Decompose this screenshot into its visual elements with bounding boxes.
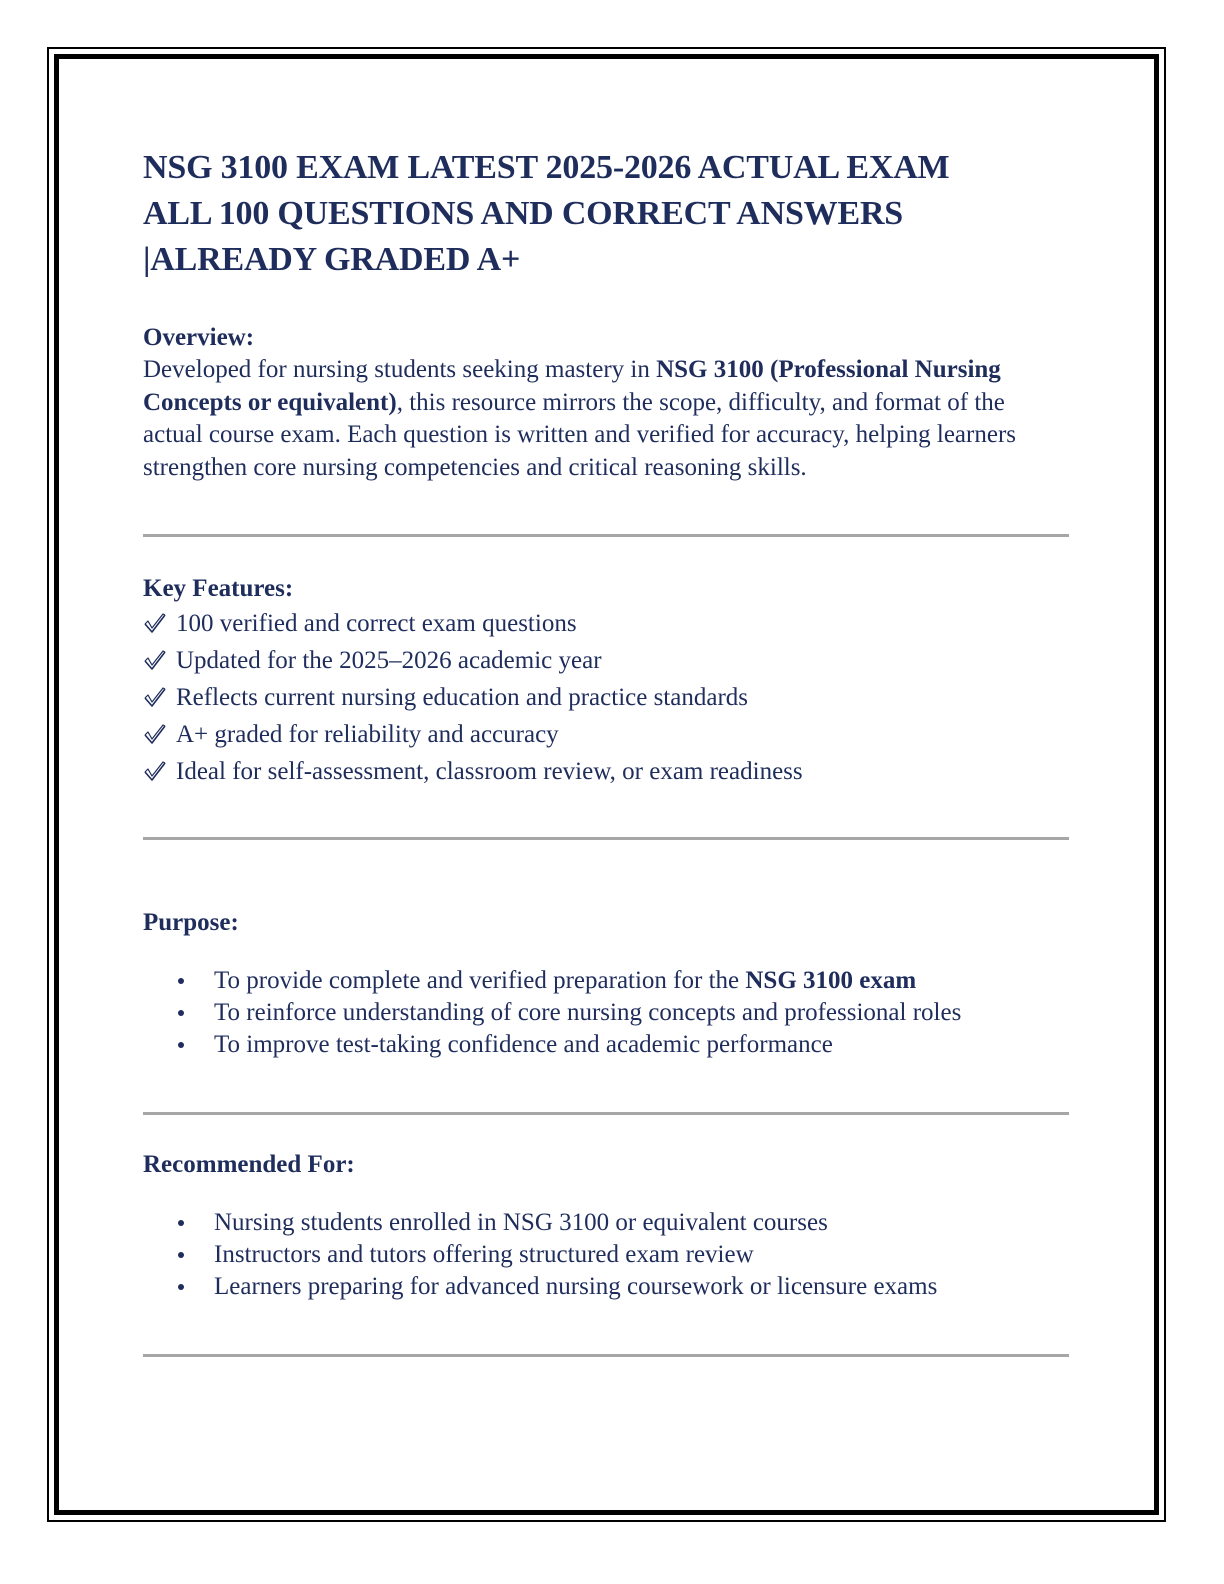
list-item xyxy=(143,642,1069,679)
key-features-section xyxy=(143,573,1069,790)
document-title xyxy=(143,145,1069,283)
purpose-text: To improve test-taking confidence and academic performance xyxy=(214,1031,833,1058)
divider xyxy=(143,837,1069,840)
list-item xyxy=(143,679,1069,716)
feature-text: Reflects current nursing education and practice standards xyxy=(176,684,748,711)
overview-heading: Overview: xyxy=(143,324,255,351)
purpose-section xyxy=(143,907,1069,1061)
key-features-list xyxy=(143,605,1069,790)
overview-section xyxy=(143,322,1069,484)
overview-course-name: NSG 3100 (Professional Nursing Concepts or equivalent) xyxy=(143,356,1001,416)
checkmark-icon xyxy=(143,723,167,747)
checkmark-icon xyxy=(143,686,167,710)
feature-text: Ideal for self-assessment, classroom review, or exam readiness xyxy=(176,758,803,785)
checkmark-icon xyxy=(143,612,167,636)
recommended-text: Learners preparing for advanced nursing coursework or licensure exams xyxy=(214,1273,938,1300)
divider xyxy=(143,1112,1069,1115)
purpose-list xyxy=(143,965,1069,1061)
feature-text: A+ graded for reliability and accuracy xyxy=(176,721,559,748)
purpose-exam-name: NSG 3100 exam xyxy=(745,967,917,994)
title-line-3: |ALREADY GRADED A+ xyxy=(143,241,521,278)
bullet-icon xyxy=(178,1220,184,1226)
list-item xyxy=(178,965,1069,997)
purpose-text xyxy=(214,965,916,997)
title-line-2: ALL 100 QUESTIONS AND CORRECT ANSWERS xyxy=(143,195,904,232)
purpose-text: To reinforce understanding of core nursing concepts and professional roles xyxy=(214,999,962,1026)
recommended-list xyxy=(143,1207,1069,1303)
list-item xyxy=(178,1239,1069,1271)
divider xyxy=(143,1354,1069,1357)
overview-text-after: , this resource mirrors the scope, difficulty, and format of the actual course exam. Each question is written and verified for accuracy, helping learners strengthen core nursing competencies and critical reasoning skills. xyxy=(143,388,1016,481)
list-item xyxy=(178,1029,1069,1061)
list-item xyxy=(178,997,1069,1029)
bullet-icon xyxy=(178,978,184,984)
list-item xyxy=(178,1207,1069,1239)
bullet-icon xyxy=(178,1010,184,1016)
overview-text-before: Developed for nursing students seeking mastery in xyxy=(143,356,657,383)
title-line-1: NSG 3100 EXAM LATEST 2025-2026 ACTUAL EXAM xyxy=(143,149,950,186)
document-content xyxy=(143,145,1069,1357)
list-item xyxy=(143,716,1069,753)
bullet-icon xyxy=(178,1284,184,1290)
recommended-heading: Recommended For: xyxy=(143,1151,355,1178)
feature-text: 100 verified and correct exam questions xyxy=(176,610,577,637)
recommended-text: Instructors and tutors offering structured exam review xyxy=(214,1241,754,1268)
key-features-heading: Key Features: xyxy=(143,575,294,602)
list-item xyxy=(178,1271,1069,1303)
overview-paragraph xyxy=(143,354,1069,484)
list-item xyxy=(143,753,1069,790)
checkmark-icon xyxy=(143,649,167,673)
bullet-icon xyxy=(178,1252,184,1258)
bullet-icon xyxy=(178,1042,184,1048)
checkmark-icon xyxy=(143,760,167,784)
purpose-text-before: To provide complete and verified preparation for the xyxy=(214,967,746,994)
recommended-section xyxy=(143,1149,1069,1303)
recommended-text: Nursing students enrolled in NSG 3100 or equivalent courses xyxy=(214,1209,828,1236)
purpose-heading: Purpose: xyxy=(143,909,239,936)
list-item xyxy=(143,605,1069,642)
divider xyxy=(143,534,1069,537)
feature-text: Updated for the 2025–2026 academic year xyxy=(176,647,602,674)
